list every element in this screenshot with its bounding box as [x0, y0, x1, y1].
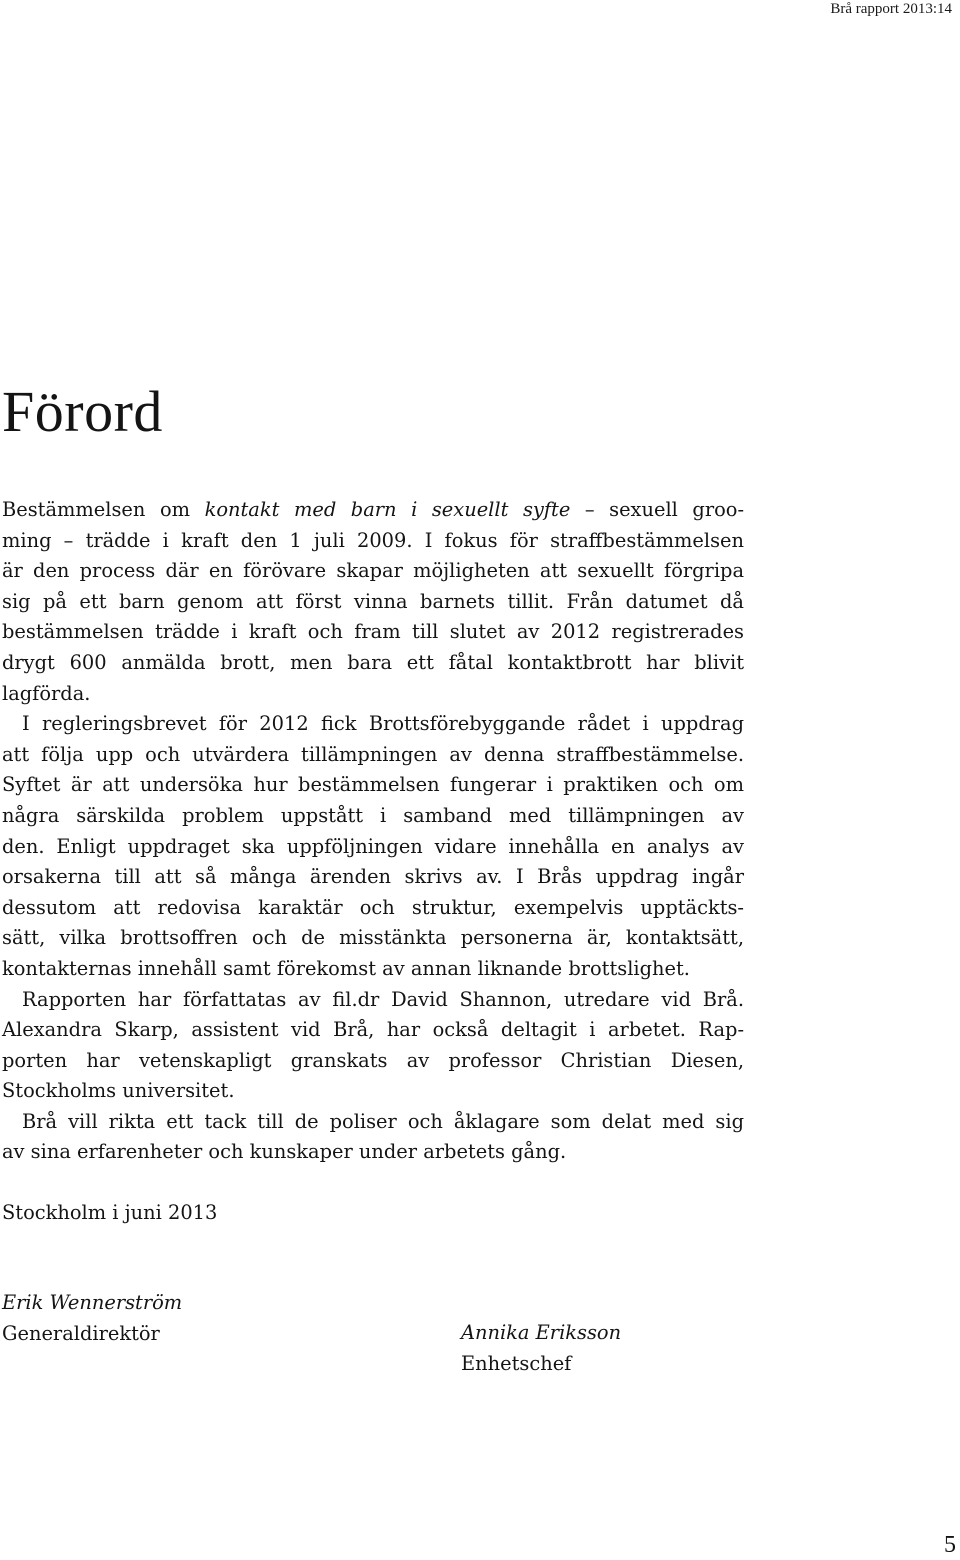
- text-run: av sina erfarenheter och kunskaper under arbetets gång.: [2, 1140, 567, 1164]
- text-run: några särskilda problem uppstått i samband med tillämpningen av: [2, 803, 744, 827]
- text-line: [2, 617, 744, 648]
- page-number: 5: [944, 1532, 956, 1558]
- text-run: Stockholms universitet.: [2, 1079, 235, 1103]
- text-line: [2, 862, 744, 893]
- text-line: [2, 801, 744, 832]
- text-line: [2, 495, 744, 526]
- running-header: Brå rapport 2013:14: [830, 1, 952, 17]
- page-title: Förord: [2, 379, 163, 444]
- signatory-role: Generaldirektör: [2, 1321, 160, 1345]
- text-run: att följa upp och utvärdera tillämpningen av denna straffbestämmelse.: [2, 742, 744, 766]
- text-line: [2, 985, 744, 1016]
- text-line: [2, 556, 744, 587]
- text-line: [2, 1137, 744, 1168]
- text-run: Alexandra Skarp, assistent vid Brå, har också deltagit i arbetet. Rap-: [2, 1018, 744, 1042]
- text-line: [2, 1107, 744, 1138]
- signatory-role: Enhetschef: [461, 1351, 572, 1375]
- text-line: [2, 923, 744, 954]
- text-line: [2, 1076, 744, 1107]
- text-run: drygt 600 anmälda brott, men bara ett fåtal kontaktbrott har blivit: [2, 650, 744, 674]
- text-line: [2, 526, 744, 557]
- text-run: sätt, vilka brottsoffren och de misstänkta personerna är, kontaktsätt,: [2, 926, 744, 950]
- text-line: [2, 709, 744, 740]
- text-line: [2, 679, 744, 710]
- text-run: Bestämmelsen om: [2, 498, 205, 521]
- text-line: [2, 740, 744, 771]
- text-line: [2, 1015, 744, 1046]
- text-run: är den process där en förövare skapar möjligheten att sexuellt förgripa: [2, 559, 744, 583]
- place-date: Stockholm i juni 2013: [2, 1201, 218, 1224]
- signatory-name: Annika Eriksson: [461, 1321, 622, 1344]
- text-run: Rapporten har författatas av fil.dr David Shannon, utredare vid Brå.: [22, 987, 744, 1011]
- text-run: den. Enligt uppdraget ska uppföljningen vidare innehålla en analys av: [2, 834, 744, 858]
- text-line: [2, 648, 744, 679]
- text-run: Brå vill rikta ett tack till de poliser och åklagare som delat med sig: [22, 1109, 744, 1133]
- text-run: kontakternas innehåll samt förekomst av annan liknande brottslighet.: [2, 956, 690, 980]
- text-line: [2, 770, 744, 801]
- signatory-name: Erik Wennerström: [2, 1291, 183, 1314]
- italic-term: kontakt med barn i sexuellt syfte: [204, 498, 571, 521]
- text-run: Syftet är att undersöka hur bestämmelsen fungerar i praktiken och om: [2, 773, 744, 797]
- text-run: I regleringsbrevet för 2012 fick Brottsförebyggande rådet i uppdrag: [22, 712, 744, 736]
- text-run: lagförda.: [2, 681, 91, 705]
- text-line: [2, 893, 744, 924]
- text-line: [2, 587, 744, 618]
- text-run: porten har vetenskapligt granskats av professor Christian Diesen,: [2, 1048, 744, 1072]
- text-run: ming – trädde i kraft den 1 juli 2009. I fokus för straffbestämmelsen: [2, 528, 744, 552]
- text-line: [2, 954, 744, 985]
- text-run: dessutom att redovisa karaktär och struktur, exempelvis upptäckts-: [2, 895, 744, 919]
- text-run: sig på ett barn genom att först vinna barnets tillit. Från datumet då: [2, 589, 744, 613]
- signature-block-head: [461, 1318, 621, 1379]
- text-run: – sexuell groo-: [570, 498, 744, 521]
- text-run: bestämmelsen trädde i kraft och fram till slutet av 2012 registrerades: [2, 620, 744, 644]
- text-run: orsakerna till att så många ärenden skrivs av. I Brås uppdrag ingår: [2, 865, 744, 889]
- text-line: [2, 832, 744, 863]
- text-line: [2, 1046, 744, 1077]
- signature-block-director: [2, 1288, 182, 1349]
- foreword-body: [2, 495, 744, 1168]
